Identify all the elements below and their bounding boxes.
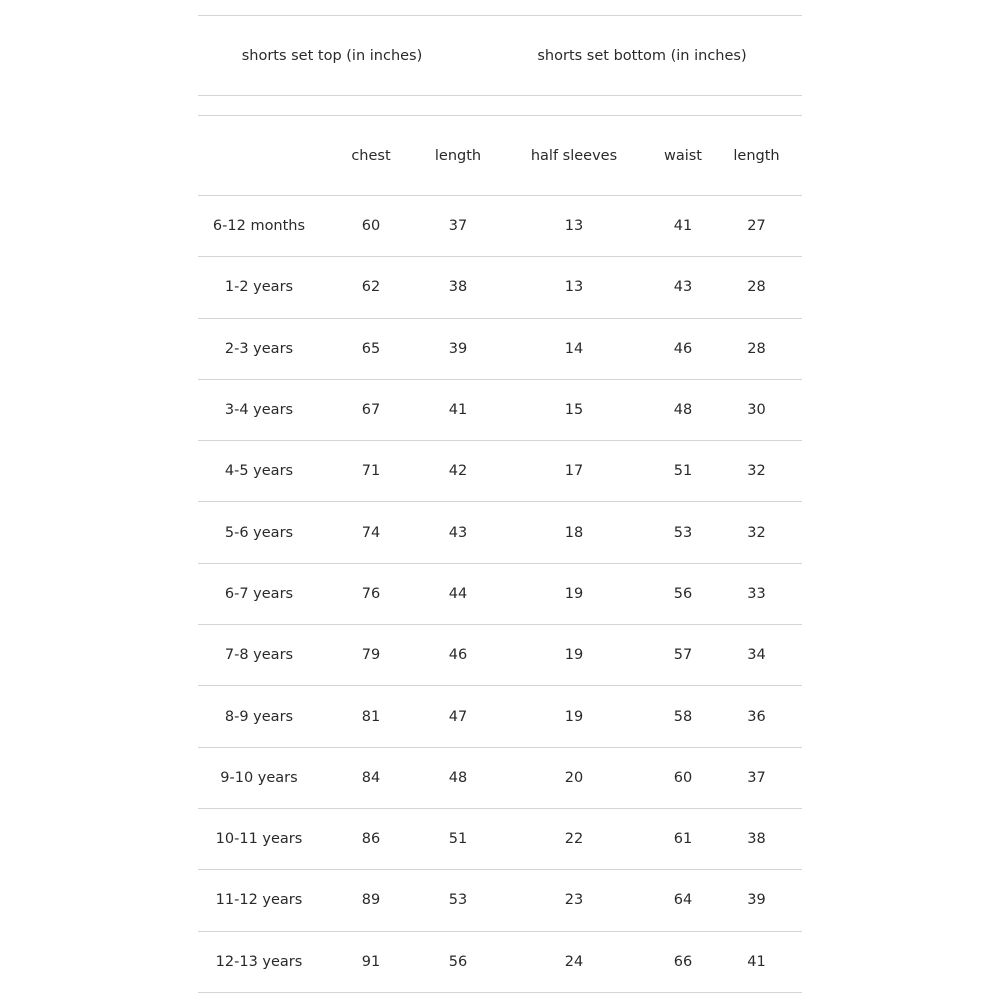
cell-bottom-length: 34 [747,647,766,664]
table-row [198,809,802,870]
cell-top-length: 41 [448,402,468,419]
cell-chest: 84 [361,769,381,786]
cell-size: 6-12 months [212,218,306,235]
cell-bottom-length: 32 [747,463,766,480]
cell-top-length: 47 [448,708,468,725]
cell-size: 8-9 years [224,708,294,725]
cell-top-length: 43 [448,524,468,541]
header-half-sleeves: half sleeves [530,147,618,164]
cell-waist: 60 [673,769,693,786]
cell-size: 2-3 years [224,340,294,357]
cell-chest: 67 [361,402,381,419]
cell-bottom-length: 41 [747,953,766,970]
table-row [198,502,802,563]
cell-waist: 41 [673,218,693,235]
cell-half-sleeves: 15 [564,402,584,419]
cell-half-sleeves: 14 [564,340,584,357]
cell-half-sleeves: 18 [564,524,584,541]
table-row [198,196,802,257]
cell-waist: 53 [673,524,693,541]
cell-top-length: 48 [448,769,468,786]
cell-half-sleeves: 19 [564,708,584,725]
cell-chest: 62 [361,279,381,296]
size-chart [198,15,802,993]
cell-top-length: 39 [448,340,468,357]
header-bottom-length: length [733,147,780,164]
table-body [198,196,802,993]
cell-chest: 74 [361,524,381,541]
table-row [198,686,802,747]
cell-top-length: 37 [448,218,468,235]
cell-top-length: 46 [448,647,468,664]
header-waist: waist [663,147,702,164]
table-row [198,319,802,380]
cell-size: 12-13 years [215,953,303,970]
cell-bottom-length: 37 [747,769,766,786]
table-row [198,380,802,441]
cell-half-sleeves: 13 [564,218,584,235]
cell-top-length: 56 [448,953,468,970]
cell-waist: 46 [673,340,693,357]
header-size [198,116,320,195]
cell-chest: 71 [361,463,381,480]
cell-half-sleeves: 13 [564,279,584,296]
cell-waist: 66 [673,953,693,970]
cell-bottom-length: 39 [747,892,766,909]
cell-bottom-length: 33 [747,585,766,602]
cell-half-sleeves: 24 [564,953,584,970]
cell-half-sleeves: 20 [564,769,584,786]
section-header-row [198,15,802,96]
cell-waist: 48 [673,402,693,419]
cell-size: 10-11 years [215,831,303,848]
table-row [198,870,802,931]
table-row [198,932,802,993]
cell-half-sleeves: 19 [564,647,584,664]
cell-size: 11-12 years [215,892,303,909]
cell-chest: 81 [361,708,381,725]
section-title-bottom: shorts set bottom (in inches) [537,47,747,64]
header-chest: chest [351,147,391,164]
cell-chest: 65 [361,340,381,357]
cell-top-length: 42 [448,463,468,480]
header-top-length: length [434,147,482,164]
cell-chest: 91 [361,953,381,970]
cell-top-length: 51 [448,831,468,848]
cell-half-sleeves: 23 [564,892,584,909]
cell-top-length: 38 [448,279,468,296]
cell-waist: 43 [673,279,693,296]
table-row [198,257,802,318]
cell-size: 1-2 years [224,279,294,296]
cell-bottom-length: 32 [747,524,766,541]
cell-waist: 56 [673,585,693,602]
cell-bottom-length: 28 [747,340,766,357]
cell-chest: 89 [361,892,381,909]
cell-chest: 86 [361,831,381,848]
cell-size: 7-8 years [224,647,294,664]
cell-bottom-length: 36 [747,708,766,725]
section-title-top: shorts set top (in inches) [241,47,423,64]
table-row [198,748,802,809]
cell-bottom-length: 27 [747,218,766,235]
cell-bottom-length: 28 [747,279,766,296]
column-header-row [198,116,802,196]
cell-top-length: 53 [448,892,468,909]
table-row [198,564,802,625]
cell-top-length: 44 [448,585,468,602]
cell-size: 4-5 years [224,463,294,480]
cell-waist: 61 [673,831,693,848]
cell-half-sleeves: 17 [564,463,584,480]
cell-waist: 57 [673,647,693,664]
cell-bottom-length: 38 [747,831,766,848]
cell-size: 9-10 years [220,769,298,786]
table-row [198,625,802,686]
cell-waist: 64 [673,892,693,909]
cell-size: 5-6 years [224,524,294,541]
cell-waist: 51 [673,463,693,480]
cell-chest: 79 [361,647,381,664]
cell-half-sleeves: 22 [564,831,584,848]
cell-half-sleeves: 19 [564,585,584,602]
cell-bottom-length: 30 [747,402,766,419]
cell-chest: 60 [361,218,381,235]
cell-chest: 76 [361,585,381,602]
cell-waist: 58 [673,708,693,725]
table-row [198,441,802,502]
cell-size: 6-7 years [224,585,294,602]
cell-size: 3-4 years [224,402,294,419]
section-spacer [198,96,802,116]
